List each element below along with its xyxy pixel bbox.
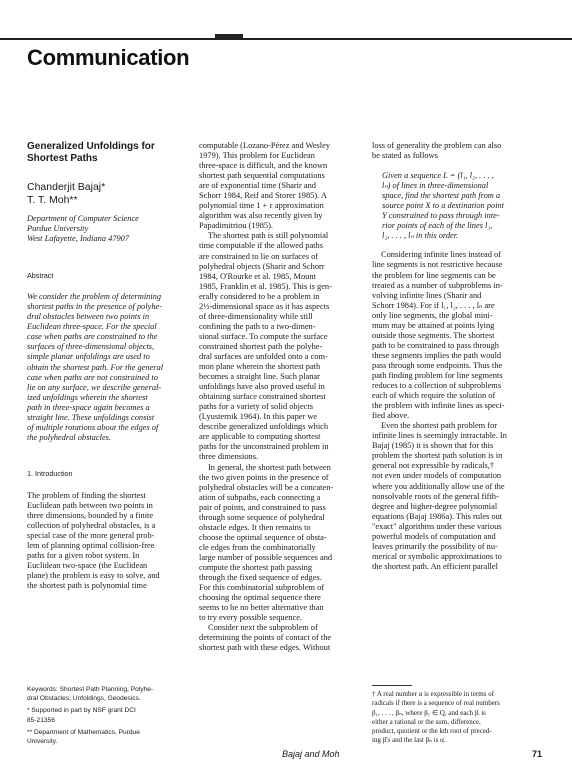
body-line: algorithm was also recently given by [199,211,323,221]
article-title-line: Shortest Paths [27,153,98,164]
body-line: polynomial time 1 + ε approximation [199,201,324,211]
footnote-rule [372,685,412,686]
body-line: only line segments, the global mini- [372,310,493,320]
body-line: For this combinatorial subproblem of [199,583,325,593]
body-line: 1979). This problem for Euclidean [199,151,315,161]
body-line: cle edges from the combinatorially [199,542,316,552]
running-footer: Bajaj and Moh [282,749,340,759]
body-line: Schorr 1984). For if l₁, l₂, . . . , lₙ are [372,300,495,310]
problem-line: source point X to a destination point [382,201,505,211]
body-line: volving infinite lines (Sharir and [372,290,482,300]
body-line: large number of possible sequences and [199,552,333,562]
author-name: T. T. Moh** [27,193,78,206]
abstract-line: path in three-space again becomes a [27,402,150,412]
body-line: equations (Bajaj 1986a). This rules out [372,511,503,521]
body-line: fied above. [372,411,410,421]
body-line: obstacle edges. It then remains to [199,522,311,532]
footnote: Keywords: Shortest Path Planning, Polyhe- dral Obstacles, Unfoldings, Geodesics. [27,686,154,703]
body-line: mum may be attained at points lying [372,320,495,330]
column-3-body [372,250,527,572]
body-line: pair of points, and constrained to pass [199,502,326,512]
affiliation-line: Purdue University [27,224,89,234]
body-line: The problem of finding the shortest [27,490,146,500]
problem-line: Y constrained to pass through inte- [382,211,500,221]
body-line: merical or symbolic approximations to [372,551,502,561]
header-rule [0,38,572,40]
footnote-line: † A real number α is expressible in terms of [372,690,495,698]
abstract-line: ized unfoldings wherein the shortest [27,392,148,402]
page-number: 71 [532,749,543,759]
abstract-line: simple planar unfoldings are used to [27,352,150,362]
abstract-line: case when paths are not constrained to [27,372,158,382]
affiliation-line: Department of Computer Science [27,214,139,223]
body-line: not even under models of computation [372,471,502,481]
column-1 [27,141,177,591]
body-line: through the fixed sequence of edges. [199,573,322,583]
abstract-line: of multiple rotations about the edges of [27,422,159,432]
body-line: sional surface. To compute the surface [199,331,328,341]
body-line: ation of subpaths, each connecting a [199,492,321,502]
body-line: these segments implies the path would [372,350,502,360]
body-line: dral surfaces are unfolded onto a com- [199,351,328,361]
footnote-line: product, quotient or the kth root of preced- [372,727,492,736]
affiliation-line: West Lafayette, Indiana 47907 [27,234,130,244]
body-line: polyhedral obstacles will be a concaten- [199,482,334,492]
body-line: three dimensions. [199,452,259,462]
abstract-line: case when paths are constrained to the [27,332,158,342]
body-line: paths for a given robot system. In [27,551,140,561]
abstract-line: straight line. These unfoldings consist [27,412,155,422]
body-line: 1984, O'Rourke et al. 1985, Mount [199,271,316,281]
body-line: Considering infinite lines instead of [381,250,502,260]
body-line: Schorr 1984, Reif and Storer 1985). A [199,191,327,201]
abstract-line: We consider the problem of determining [27,292,162,302]
problem-line: l₂, . . . , lₙ in this order. [382,231,459,241]
column-2 [199,141,351,653]
body-line: Papadimitriou (1985). [199,221,273,231]
body-line: to try every possible sequence. [199,613,303,623]
body-line: describe generalized unfoldings which [199,422,329,432]
body-line: outside those segments. The shortest [372,330,495,340]
body-line: polyhedral objects (Sharir and Schorr [199,261,325,271]
body-line: In general, the shortest path between [208,462,331,472]
body-line: erally considered to be a problem in [199,291,320,301]
body-line: infinite lines is seemingly intractable. In [372,431,507,441]
intro-body [27,491,177,591]
body-line: compute the shortest path passing [199,562,313,572]
body-line: are applicable to computing shortest [199,432,321,442]
body-line: 2½-dimensional space as it has aspects [199,301,330,311]
body-line: the problem with infinite lines as speci- [372,401,505,411]
body-line: the two given points in the presence of [199,472,329,482]
column-3 [372,141,527,572]
body-line: computable (Lozano-Pérez and Wesley [199,141,331,150]
body-line: are constrained to lie on surfaces of [199,251,319,261]
body-line: three-space is difficult, and the known [199,161,328,171]
body-line: shortest path with these edges. Without [199,643,331,653]
abstract-line: Euclidean three-space. For the special [27,322,157,332]
body-line: the problem for line segments can be [372,270,496,280]
abstract-line: dral obstacles between two points in [27,312,150,322]
body-line: Even the shortest path problem for [381,421,498,431]
problem-line: Given a sequence L = (l₁, l₂, . . . , [382,171,494,181]
body-line: general not expressible by radicals,† [372,461,495,471]
body-line: each of which require the solution of [372,391,496,401]
column-3-intro [372,141,527,161]
body-line: degree and higher-degree polynomial [372,501,498,511]
body-line: (Lyusternik 1964). In this paper we [199,412,318,422]
body-line: plane) the problem is easy to solve, and [27,571,160,581]
body-line: mon plane wherein the shortest path [199,362,321,372]
body-line: time computable if the allowed paths [199,241,323,251]
body-line: Bajaj (1985) it is shown that for this [372,441,494,451]
body-line: determining the points of contact of the [199,633,332,643]
body-line: loss of generality the problem can also [372,141,502,150]
footnote: ** Department of Mathematics, Purdue University. [27,728,140,746]
body-line: special case of the more general prob- [27,531,155,541]
body-line: of three-dimensionality while still [199,311,313,321]
body-line: line segments is not restrictive because [372,260,503,270]
body-line: pass through some endpoints. Thus the [372,360,503,370]
affiliation [27,214,177,244]
body-line: Consider next the subproblem of [208,623,318,633]
abstract-line: obtain the shortest path. For the general [27,362,164,372]
body-line: powerful models of computation and [372,531,496,541]
abstract-line: shortest paths in the presence of polyhe- [27,302,163,312]
footnote-line: either a rational or the sum, difference, [372,717,481,726]
body-line: paths for a variety of solid objects [199,402,313,412]
body-line: treated as a number of subproblems in- [372,280,503,290]
body-line: The shortest path is still polynomial [208,231,329,241]
body-line: path to be constrained to pass through [372,340,499,350]
abstract-line: the polyhedral obstacles. [27,432,111,442]
footnote: * Supported in part by NSF grant DCI 85-21356 [27,707,136,724]
body-line: through some sequence of polyhedral [199,512,325,522]
author-name: Chanderjit Bajaj* [27,181,106,193]
footnote-line: β₁, . . . , βₙ, where β₁ ∈ Q, and each βᵢ is [372,708,486,717]
body-line: paths for the unconstrained problem in [199,442,329,452]
body-line: nonsolvable roots of the general fifth- [372,491,499,501]
abstract-heading: Abstract [27,271,54,281]
author-list [27,181,177,206]
body-line: Euclidean two-space (the Euclidean [27,561,148,571]
body-line: shortest path sequential computations [199,171,325,181]
problem-line: lₙ) of lines in three-dimensional [382,181,489,191]
footnote-right [372,690,527,746]
body-line: choosing the optimal sequence there [199,593,321,603]
body-line: leaves primarily the possibility of nu- [372,541,498,551]
body-line: Euclidean path between two points in [27,500,153,510]
body-line: three dimensions, bounded by a finite [27,511,154,521]
body-line: where you additionally allow use of the [372,481,505,491]
body-line: the shortest path. An efficient parallel [372,561,498,571]
body-line: constrained shortest path the polyhe- [199,341,323,351]
body-line: problem the shortest path solution is in [372,451,503,461]
section-title: Communication [27,45,190,70]
problem-statement [372,171,527,241]
abstract-line: surfaces of three-dimensional objects, [27,342,155,352]
body-line: seems to be no better alternative than [199,603,324,613]
intro-heading: 1. Introduction [27,468,73,478]
footnote-line: ing β's and the last βₙ is α. [372,736,446,745]
body-line: reduces to a collection of subproblems [372,381,502,391]
body-line: unfoldings have also proved useful in [199,382,325,392]
body-line: 1985, Franklin et al. 1985). This is gen- [199,281,332,291]
abstract-body [27,292,177,443]
body-line: confining the path to a two-dimen- [199,321,316,331]
body-line: are of exponential time (Sharir and [199,181,316,191]
abstract-line: lie on any surface, we describe general- [27,382,162,392]
article-title [27,141,177,165]
body-line: lem of planning optimal collision-free [27,541,155,551]
body-line: becomes a straight line. Such planar [199,372,320,382]
body-line: choose the optimal sequence of obsta- [199,532,327,542]
problem-line: rior points of each of the lines l₁, [382,221,493,231]
article-title-line: Generalized Unfoldings for [27,141,155,152]
body-line: obtaining surface constrained shortest [199,392,326,402]
problem-line: space, find the shortest path from a [382,191,501,201]
body-line: be stated as follows [372,151,438,161]
footnote-line: radicals if there is a sequence of real numbers [372,699,500,708]
body-line: path finding problem for line segments [372,370,503,380]
body-line: the shortest path is polynomial time [27,581,147,591]
body-line: collection of polyhedral obstacles, is a [27,521,156,531]
body-line: "exact" algorithms under these various [372,521,502,531]
footnotes-left [27,685,177,749]
